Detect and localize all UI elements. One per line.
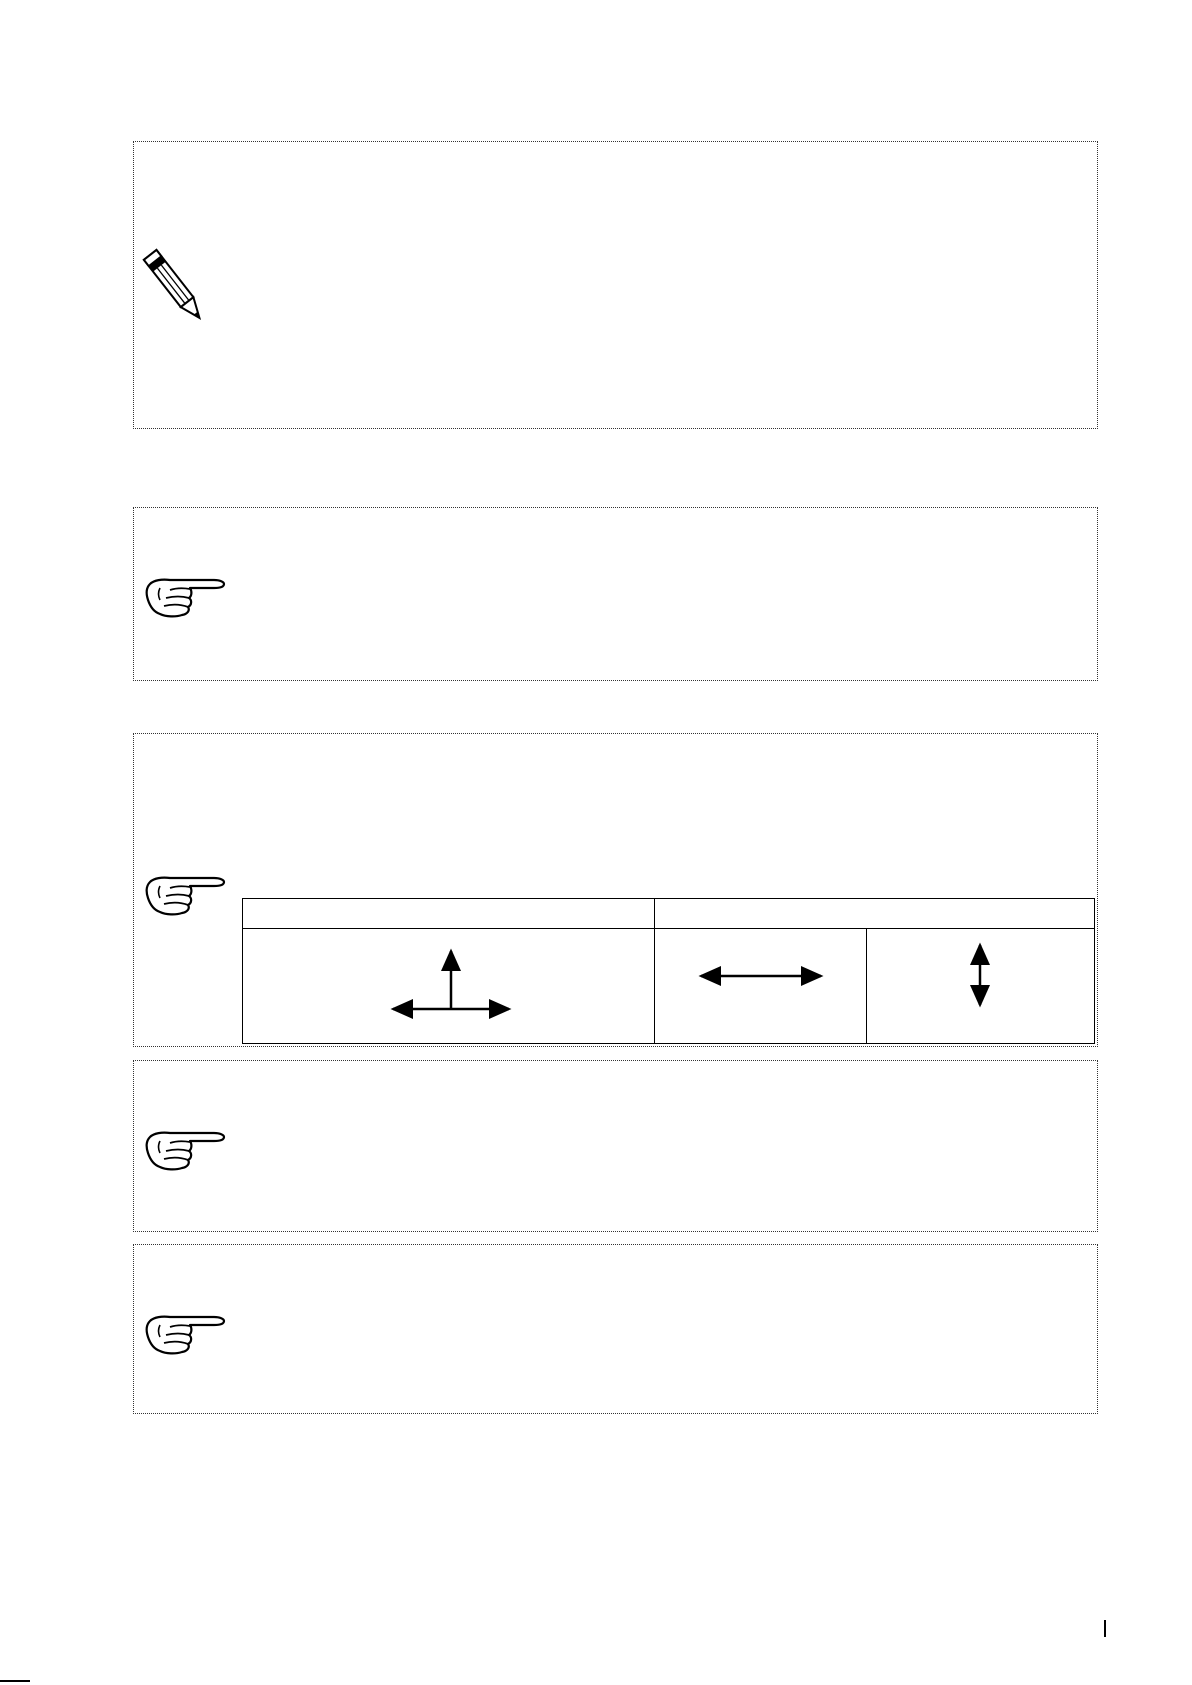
diagram-table — [242, 898, 1095, 1044]
table-header-row — [243, 899, 1095, 929]
table-header-right — [655, 899, 1095, 929]
hand-note-box — [133, 507, 1098, 681]
pencil-note-box — [133, 141, 1098, 429]
pointing-hand-icon — [142, 1311, 230, 1357]
pointing-hand-icon — [142, 872, 230, 918]
two-axis-arrow-icon — [243, 929, 655, 1043]
hand-note-box — [133, 1244, 1098, 1414]
table-header-left — [243, 899, 655, 929]
hand-note-box — [133, 1060, 1098, 1232]
pencil-icon — [138, 241, 210, 333]
vertical-double-arrow-icon — [867, 929, 1095, 1043]
hand-note-table-box — [133, 733, 1098, 1047]
pointing-hand-icon — [142, 574, 230, 620]
footer-divider — [1104, 1620, 1106, 1637]
bottom-rule — [0, 1680, 30, 1682]
horizontal-double-arrow-icon — [655, 929, 867, 1043]
table-row — [243, 929, 1095, 1044]
pointing-hand-icon — [142, 1127, 230, 1173]
table-cell-vertical — [867, 929, 1095, 1044]
table-cell-two-axis — [243, 929, 655, 1044]
table-cell-horizontal — [655, 929, 867, 1044]
